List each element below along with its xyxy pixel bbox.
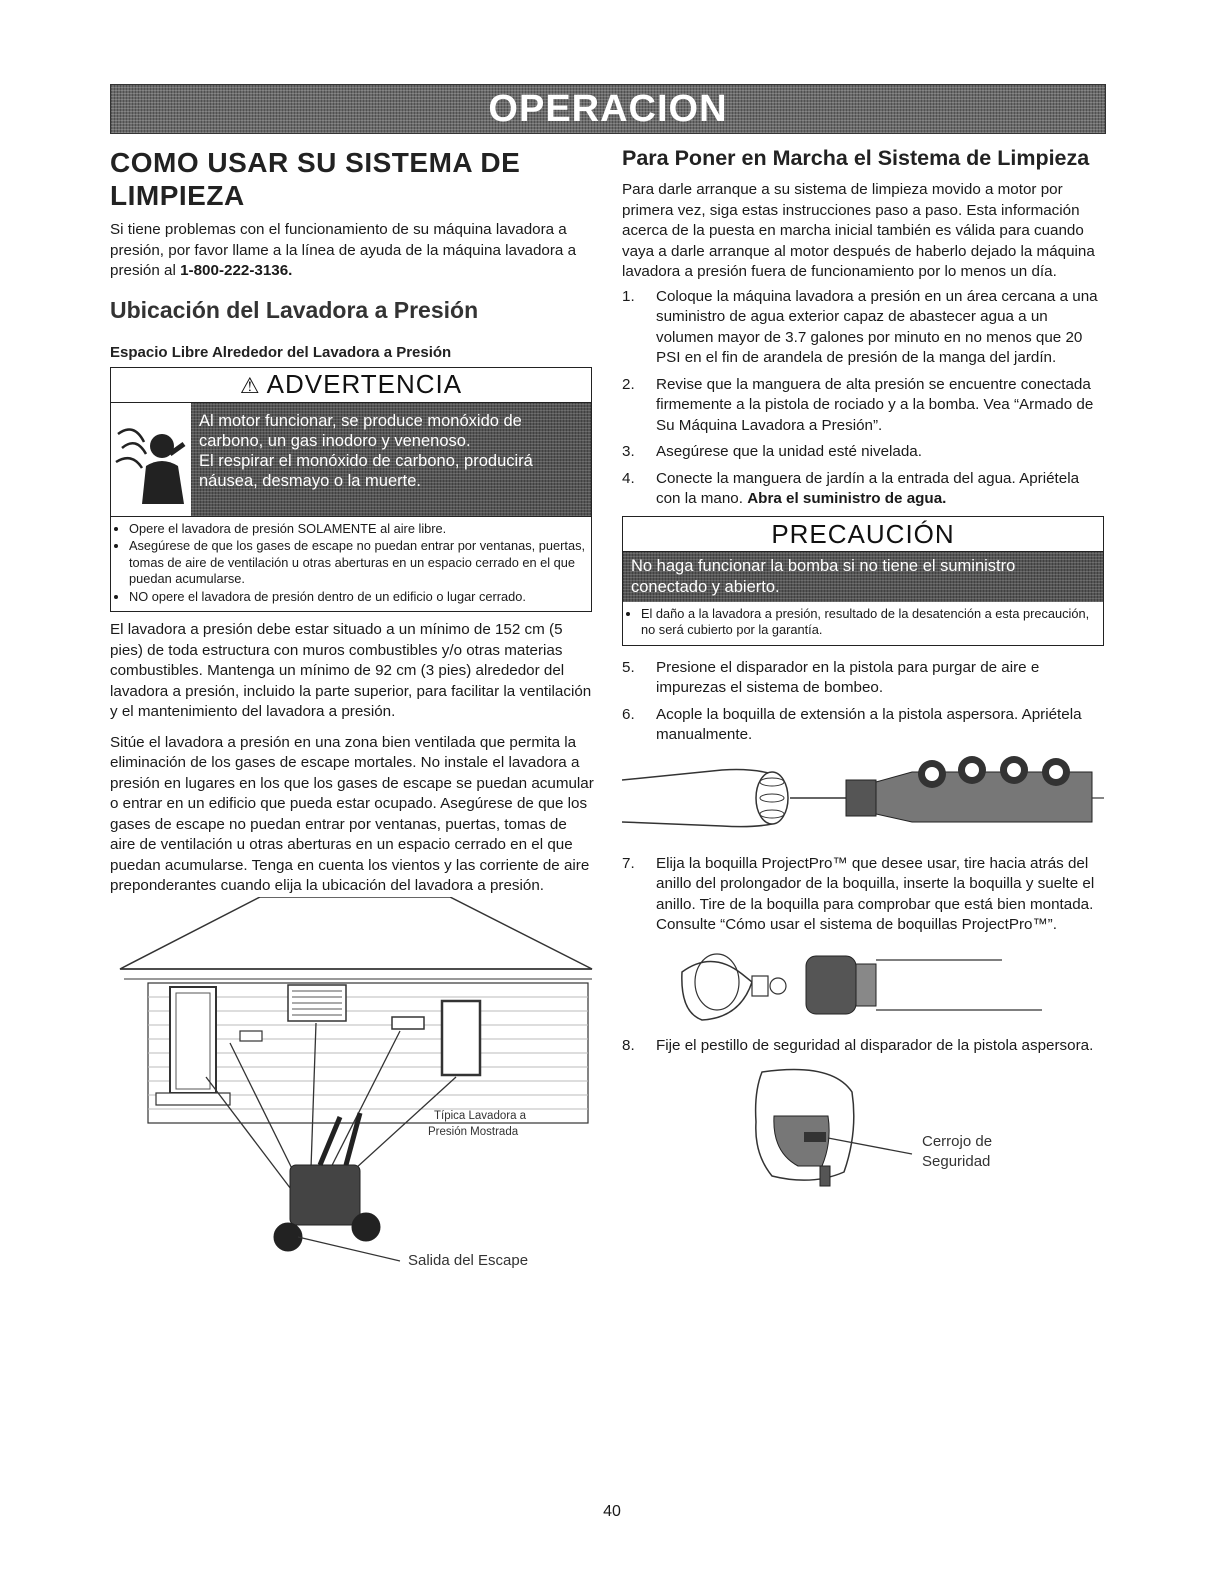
house-illustration	[110, 897, 596, 1277]
warning-triangle-icon: ⚠	[239, 372, 261, 398]
step4-text: Conecte la manguera de jardín a la entrada del agua. Apriétela con la mano.	[656, 469, 1080, 507]
warning-title-text: ADVERTENCIA	[266, 368, 463, 399]
warning-banner	[111, 403, 591, 517]
step-text: Revise que la manguera de alta presión se encuentre conectada firmemente a la pistola de rociado y a la bomba. Vea “Armado de Su Máquina Lavadora a Presión”.	[656, 375, 1094, 434]
caution-box	[622, 516, 1104, 646]
main-heading: COMO USAR SU SISTEMA DE LIMPIEZA	[110, 147, 521, 211]
steps-list-c	[622, 854, 1104, 936]
step-text: Elija la boquilla ProjectPro™ que desee usar, tire hacia atrás del anillo del prolongador de la boquilla, inserte la boquilla y suelte el anillo. Tire de la boquilla para comprobar que está bien montada. Consulte “Cómo usar el sistema de boquillas ProjectPro™”.	[656, 854, 1095, 933]
page-number: 40	[603, 1503, 621, 1520]
list-item	[622, 658, 1104, 699]
startup-heading: Para Poner en Marcha el Sistema de Limpieza	[622, 146, 1090, 170]
caution-title: PRECAUCIÓN	[623, 517, 1103, 552]
warning-title	[111, 368, 591, 403]
exhaust-label: Salida del Escape	[408, 1251, 529, 1269]
steps-list-b	[622, 658, 1104, 746]
list-item	[622, 705, 1104, 746]
step-text: Acople la boquilla de extensión a la pistola aspersora. Apriétela manualmente.	[656, 705, 1082, 743]
warning-bullets	[111, 521, 591, 606]
toxic-fumes-icon	[111, 403, 191, 516]
step-number: 7.	[622, 854, 635, 872]
startup-intro: Para darle arranque a su sistema de limpieza movido a motor por primera vez, siga estas instrucciones paso a paso. Esta información acerca de la puesta en marcha inicial también es válida para cuando vaya a darle arranque al motor después de haberlo dejado la máquina lavadora a presión fuera de funcionamiento por lo menos un día.	[622, 181, 1095, 280]
step-number: 1.	[622, 287, 635, 305]
figure-label-line1: Típica Lavadora a	[434, 1109, 527, 1122]
list-item: • Opere el lavadora de presión SOLAMENTE al aire libre.	[129, 521, 591, 538]
clearance-heading: Espacio Libre Alrededor del Lavadora a Presión	[110, 343, 452, 361]
steps-list-a	[622, 287, 1104, 510]
intro-text: Si tiene problemas con el funcionamiento de su máquina lavadora a presión, por favor llame a la línea de ayuda de la máquina lavadora a presión al	[110, 221, 577, 279]
list-item	[622, 469, 1104, 510]
step-text: Coloque la máquina lavadora a presión en un área cercana a una suministro de agua exterior capaz de abastecer agua a un volumen mayor de 3.7 galones por minuto en no menos que 20 PSI en el fin de arandela de presión de la manga del jardín.	[656, 287, 1098, 366]
location-heading: Ubicación del Lavadora a Presión	[110, 296, 479, 323]
list-item: • NO opere el lavadora de presión dentro de un edificio o lugar cerrado.	[129, 589, 591, 606]
warning-co-line: Al motor funcionar, se produce monóxido de carbono, un gas inodoro y venenoso.	[199, 411, 522, 450]
caution-dark-panel: No haga funcionar la bomba si no tiene el suministro conectado y abierto.	[623, 552, 1103, 602]
step-number: 8.	[622, 1036, 635, 1054]
list-item	[622, 854, 1104, 936]
step-text: Fije el pestillo de seguridad al disparador de la pistola aspersora.	[656, 1036, 1094, 1054]
latch-label-line2: Seguridad	[922, 1153, 991, 1170]
left-column	[110, 140, 596, 1277]
nozzle-extension-illustration	[622, 752, 1104, 844]
step-number: 5.	[622, 658, 635, 676]
list-item	[622, 375, 1104, 437]
caution-bullets	[623, 606, 1103, 639]
warning-breath-line: El respirar el monóxido de carbono, producirá náusea, desmayo o la muerte.	[199, 451, 533, 490]
step-number: 6.	[622, 705, 635, 723]
figure-label-line2: Presión Mostrada	[428, 1125, 519, 1138]
right-column	[622, 140, 1104, 1192]
step4-bold: Abra el suministro de agua.	[747, 490, 947, 507]
intro-paragraph	[110, 220, 596, 282]
step-text: Asegúrese que la unidad esté nivelada.	[656, 443, 922, 460]
clearance-paragraph: El lavadora a presión debe estar situado a un mínimo de 152 cm (5 pies) de toda estructura con muros combustibles y/o otras materias combustibles. Mantenga un mínimo de 92 cm (3 pies) alrededor del lavadora a presión, incluido la parte superior, para facilitar la ventilación y el mantenimiento del lavadora a presión.	[110, 621, 592, 720]
nozzle-insert-illustration	[622, 942, 1104, 1028]
list-item	[622, 442, 1104, 463]
banner-title: OPERACION	[488, 88, 728, 130]
steps-list-d	[622, 1036, 1104, 1057]
step-text	[656, 469, 1104, 510]
helpline-phone: 1-800-222-3136.	[180, 262, 293, 279]
section-banner	[110, 84, 1106, 134]
safety-latch-illustration	[622, 1062, 1104, 1192]
warning-dark-panel	[191, 403, 591, 516]
step-number: 2.	[622, 375, 635, 393]
step-number: 4.	[622, 469, 635, 487]
step-number: 3.	[622, 443, 635, 460]
warning-box	[110, 367, 592, 613]
latch-label-line1: Cerrojo de	[922, 1133, 993, 1150]
list-item	[622, 1036, 1104, 1057]
list-item: • Asegúrese de que los gases de escape no puedan entrar por ventanas, puertas, tomas de aire de ventilación u otras aberturas en un espacio cerrado en el que puedan acumularse.	[129, 538, 591, 588]
list-item: • El daño a la lavadora a presión, resultado de la desatención a esta precaución, no será cubierto por la garantía.	[641, 606, 1103, 639]
ventilation-paragraph: Sitúe el lavadora a presión en una zona bien ventilada que permita la eliminación de los gases de escape mortales. No instale el lavadora a presión en lugares en los que los gases de escape se puedan acumular o entrar en un edificio que pueda estar ocupado. Asegúrese de que los gases de escape no puedan entrar por ventanas, puertas, tomas de aire de ventilación u otras aberturas en un espacio cerrado en el que puedan acumularse. Tenga en cuenta los vientos y las corriente de aire preponderantes cuando elija la ubicación del lavadora a presión.	[110, 733, 594, 894]
step-text: Presione el disparador en la pistola para purgar de aire e impurezas el sistema de bombeo.	[656, 658, 1040, 696]
list-item	[622, 287, 1104, 369]
